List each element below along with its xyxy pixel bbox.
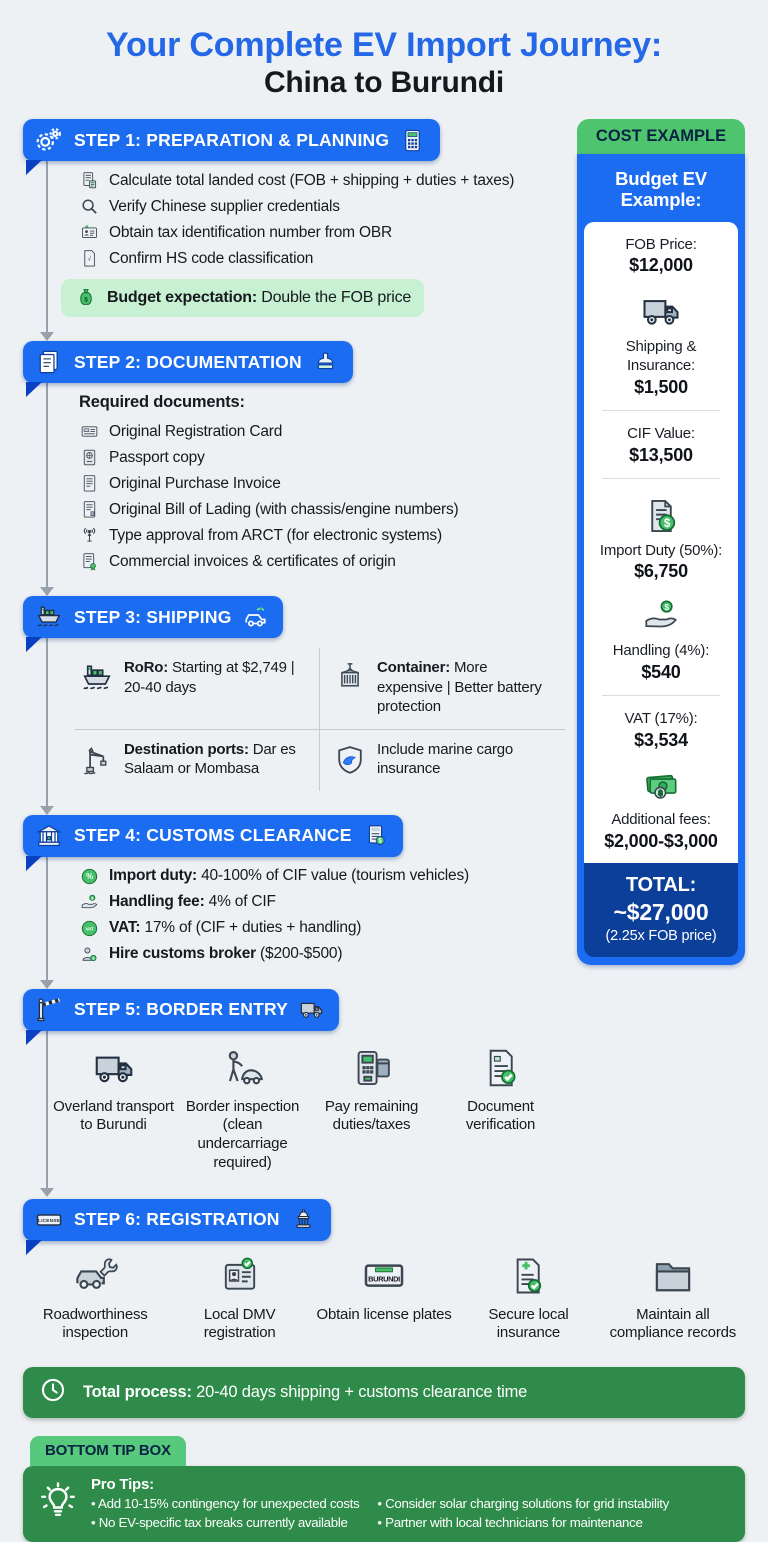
passport-icon — [79, 447, 100, 468]
total-process-bold: Total process: — [83, 1383, 192, 1402]
step-6-section — [23, 1199, 745, 1344]
list-item-text: Passport copy — [109, 448, 205, 466]
cost-entry-value: $6,750 — [634, 561, 688, 582]
clock-icon — [39, 1376, 67, 1404]
svg-text:%: % — [86, 871, 93, 881]
list-item-text: Calculate total landed cost (FOB + shipping + duties + taxes) — [109, 171, 515, 189]
step-columns — [23, 1253, 745, 1344]
total-label: TOTAL: — [625, 873, 697, 896]
column-caption: Pay remaining duties/taxes — [324, 1097, 419, 1134]
step-6-banner — [23, 1199, 331, 1241]
step-column-item — [178, 1045, 307, 1173]
title-line-2: China to Burundi — [263, 66, 505, 100]
svg-text:$: $ — [663, 517, 670, 530]
hand-coin-icon — [79, 892, 100, 913]
column-caption: Overland transport to Burundi — [53, 1097, 174, 1134]
container-icon — [332, 660, 368, 696]
list-item-text: Original Bill of Lading (with chassis/engine numbers) — [109, 500, 459, 518]
money-bag-icon — [74, 286, 98, 310]
step-column-item — [312, 1253, 456, 1344]
list-item-text: Confirm HS code classification — [109, 249, 314, 267]
stamp-icon — [312, 349, 339, 376]
pro-tip-item: • No EV-specific tax breaks currently available — [91, 1515, 359, 1530]
step-banner-label: STEP 4: CUSTOMS CLEARANCE — [74, 825, 352, 846]
step-banner-label: STEP 1: PREPARATION & PLANNING — [74, 129, 390, 150]
list-item — [79, 170, 565, 191]
gears-icon — [34, 125, 64, 155]
list-item-text: Verify Chinese supplier credentials — [109, 197, 340, 215]
cost-entry — [590, 491, 732, 592]
hs-code-doc-icon — [79, 248, 100, 269]
cost-breakdown-card — [584, 222, 738, 863]
list-item — [79, 196, 565, 217]
cost-example-panel — [577, 119, 745, 965]
cost-example-header: COST EXAMPLE — [577, 119, 745, 154]
page-title — [0, 0, 768, 119]
step-column-item — [456, 1253, 600, 1344]
step-column-item — [307, 1045, 436, 1173]
tips-right-column — [377, 1496, 669, 1530]
vat-icon — [79, 918, 100, 939]
hand-coin-icon — [640, 595, 682, 637]
budget-expectation-highlight — [61, 279, 424, 317]
customs-building-icon — [34, 821, 64, 851]
step-column-item — [23, 1253, 167, 1344]
truck-icon — [639, 289, 683, 333]
cost-example-body — [577, 154, 745, 965]
step-3-section — [23, 596, 565, 791]
banner-fold — [26, 382, 42, 397]
cost-entry-label: Handling (4%): — [612, 642, 710, 660]
list-item — [79, 944, 565, 965]
total-note: (2.25x FOB price) — [605, 927, 717, 944]
antenna-icon — [79, 525, 100, 546]
shipping-option-text: Include marine cargo insurance — [377, 740, 514, 778]
registration-card-icon — [79, 421, 100, 442]
cost-entry — [590, 591, 732, 692]
list-item — [79, 499, 565, 520]
svg-text:$: $ — [664, 603, 669, 613]
shipping-option — [320, 730, 565, 791]
column-caption: Local DMV registration — [203, 1305, 276, 1342]
ev-car-icon — [242, 604, 269, 631]
steps-column — [23, 119, 565, 1197]
list-item-text: Obtain tax identification number from OBR — [109, 223, 392, 241]
barrier-icon — [34, 995, 64, 1025]
svg-text:$: $ — [91, 895, 94, 901]
step-column-item — [601, 1253, 745, 1344]
magnifier-icon — [79, 196, 100, 217]
banner-fold — [26, 160, 42, 175]
cost-entry-label: FOB Price: — [625, 235, 697, 253]
list-item-text: Import duty: 40-100% of CIF value (tourism vehicles) — [109, 867, 469, 885]
svg-text:$: $ — [84, 296, 88, 304]
cost-entry — [590, 423, 732, 475]
cost-entry-label: Additional fees: — [611, 810, 711, 828]
step-2-section — [23, 341, 565, 572]
step-4-banner — [23, 815, 403, 857]
step-item-list — [79, 866, 565, 965]
list-item — [79, 447, 565, 468]
truck-icon — [91, 1045, 137, 1091]
cost-example-subheader: Budget EV Example: — [615, 168, 707, 211]
step-item-list — [79, 170, 565, 269]
step-5-section — [23, 989, 565, 1173]
bill-of-lading-icon — [79, 499, 100, 520]
shipping-option — [320, 648, 565, 730]
list-item — [79, 248, 565, 269]
shipping-option-text: RoRo: Starting at $2,749 | 20-40 days — [124, 659, 295, 696]
cash-icon — [640, 764, 682, 806]
total-process-bar — [23, 1367, 745, 1418]
required-documents-label: Required documents: — [79, 393, 245, 412]
step-5-banner — [23, 989, 339, 1031]
truck-icon — [298, 996, 325, 1023]
doc-check-icon — [478, 1045, 524, 1091]
marine-shield-icon — [332, 742, 368, 778]
list-item-text: Type approval from ARCT (for electronic systems) — [109, 526, 442, 544]
step-1-section — [23, 119, 565, 317]
svg-text:$: $ — [658, 788, 663, 798]
step-column-item — [436, 1045, 565, 1173]
step-columns — [49, 1045, 565, 1173]
id-card-icon — [79, 222, 100, 243]
banner-fold — [26, 1240, 42, 1255]
cost-entry-value: $12,000 — [629, 255, 693, 276]
pro-tip-item: • Add 10-15% contingency for unexpected costs — [91, 1496, 359, 1511]
documents-icon — [34, 347, 64, 377]
cost-entry-value: $13,500 — [629, 444, 693, 465]
cargo-ship-icon — [34, 602, 64, 632]
cost-entry — [590, 234, 732, 286]
inspection-icon — [220, 1045, 266, 1091]
car-wrench-icon — [72, 1253, 118, 1299]
clock-icon-slot — [39, 1376, 67, 1409]
bulb-icon — [37, 1480, 79, 1522]
banner-fold — [26, 1030, 42, 1045]
broker-icon — [79, 944, 100, 965]
list-item-text: Original Purchase Invoice — [109, 474, 281, 492]
list-item — [79, 551, 565, 572]
tips-content — [91, 1476, 669, 1530]
cost-entry-label: Import Duty (50%): — [599, 541, 723, 559]
cost-entry — [590, 760, 732, 861]
list-item-text: Hire customs broker ($200-$500) — [109, 945, 343, 963]
svg-text:VAT: VAT — [85, 925, 94, 931]
percent-icon — [79, 866, 100, 887]
shipping-option — [75, 730, 320, 791]
cost-entry-label: VAT (17%): — [624, 710, 698, 728]
shipping-options-grid — [75, 648, 565, 791]
list-item — [79, 866, 565, 887]
highlight-text: Budget expectation: Double the FOB price — [107, 289, 412, 307]
crane-icon — [79, 742, 115, 778]
pro-tips-box — [23, 1466, 745, 1542]
column-caption: Roadworthiness inspection — [42, 1305, 148, 1342]
list-item — [79, 421, 565, 442]
main-columns — [0, 119, 768, 1197]
shipping-option — [75, 648, 320, 730]
certificate-icon — [79, 551, 100, 572]
capitol-icon — [290, 1206, 317, 1233]
invoice-icon — [79, 473, 100, 494]
dmv-card-icon — [217, 1253, 263, 1299]
title-line-1: Your Complete EV Import Journey: — [106, 26, 662, 64]
step-column-item — [49, 1045, 178, 1173]
pro-tip-item: • Consider solar charging solutions for grid instability — [377, 1496, 669, 1511]
burundi-plate-icon — [361, 1253, 407, 1299]
list-item-text: Handling fee: 4% of CIF — [109, 893, 276, 911]
list-item-text: Commercial invoices & certificates of origin — [109, 552, 396, 570]
cost-entry — [590, 285, 732, 407]
step-column-item — [167, 1253, 311, 1344]
cost-divider — [602, 695, 720, 696]
tax-doc-icon — [362, 822, 389, 849]
cost-divider — [602, 410, 720, 411]
cost-doc-icon — [79, 170, 100, 191]
insurance-doc-icon — [505, 1253, 551, 1299]
list-item-text: VAT: 17% of (CIF + duties + handling) — [109, 919, 362, 937]
column-caption: Document verification — [465, 1097, 536, 1134]
cost-entry-value: $3,534 — [634, 729, 688, 750]
cost-entry-label: Shipping & Insurance: — [625, 338, 697, 375]
cost-entry-value: $540 — [641, 662, 681, 683]
cost-total-block — [584, 863, 738, 957]
shipping-option-text: Container: More expensive | Better battery protection — [377, 659, 542, 716]
payment-terminal-icon — [349, 1045, 395, 1091]
step-banner-label: STEP 2: DOCUMENTATION — [74, 351, 302, 372]
banner-fold — [26, 637, 42, 652]
cargo-ship-icon — [79, 660, 115, 696]
total-process-text — [83, 1383, 527, 1402]
svg-text:LICENSE: LICENSE — [38, 1217, 60, 1223]
cost-entry-value: $1,500 — [634, 376, 688, 397]
list-item — [79, 473, 565, 494]
import-doc-icon — [640, 495, 682, 537]
pro-tips-title: Pro Tips: — [91, 1476, 154, 1494]
column-caption: Obtain license plates — [316, 1305, 452, 1323]
list-item — [79, 222, 565, 243]
cost-entry-value: $2,000-$3,000 — [604, 830, 718, 851]
column-caption: Secure local insurance — [488, 1305, 569, 1342]
step-banner-label: STEP 6: REGISTRATION — [74, 1209, 280, 1230]
total-value: ~$27,000 — [613, 898, 709, 925]
svg-text:√: √ — [87, 256, 92, 264]
svg-text:$: $ — [92, 956, 95, 961]
list-item — [79, 918, 565, 939]
column-caption: Border inspection (clean undercarriage required) — [185, 1097, 300, 1171]
cost-entry — [590, 708, 732, 760]
bulb-icon-slot — [37, 1480, 79, 1527]
step-3-banner — [23, 596, 283, 638]
step-banner-label: STEP 5: BORDER ENTRY — [74, 999, 289, 1020]
shipping-option-text: Destination ports: Dar es Salaam or Mombasa — [124, 740, 296, 778]
step-2-banner — [23, 341, 353, 383]
step-banner-label: STEP 3: SHIPPING — [74, 606, 232, 627]
list-item-text: Original Registration Card — [109, 422, 283, 440]
license-plate-icon — [34, 1205, 64, 1235]
step-4-section — [23, 815, 565, 965]
bottom-tip-tab: BOTTOM TIP BOX — [30, 1436, 186, 1466]
tips-left-column — [91, 1496, 359, 1530]
step-1-banner — [23, 119, 440, 161]
svg-text:$: $ — [378, 838, 382, 845]
column-caption: Maintain all compliance records — [609, 1305, 737, 1342]
step-6-holder — [0, 1199, 768, 1344]
cost-entry-label: CIF Value: — [627, 424, 695, 442]
cost-divider — [602, 478, 720, 479]
total-process-rest: 20-40 days shipping + customs clearance time — [191, 1383, 528, 1402]
list-item — [79, 525, 565, 546]
folder-icon — [650, 1253, 696, 1299]
list-item — [79, 892, 565, 913]
step-item-list — [79, 421, 565, 572]
calculator-icon — [399, 127, 426, 154]
svg-text:BURUNDI: BURUNDI — [368, 1273, 400, 1283]
banner-fold — [26, 856, 42, 871]
pro-tip-item: • Partner with local technicians for maintenance — [377, 1515, 669, 1530]
